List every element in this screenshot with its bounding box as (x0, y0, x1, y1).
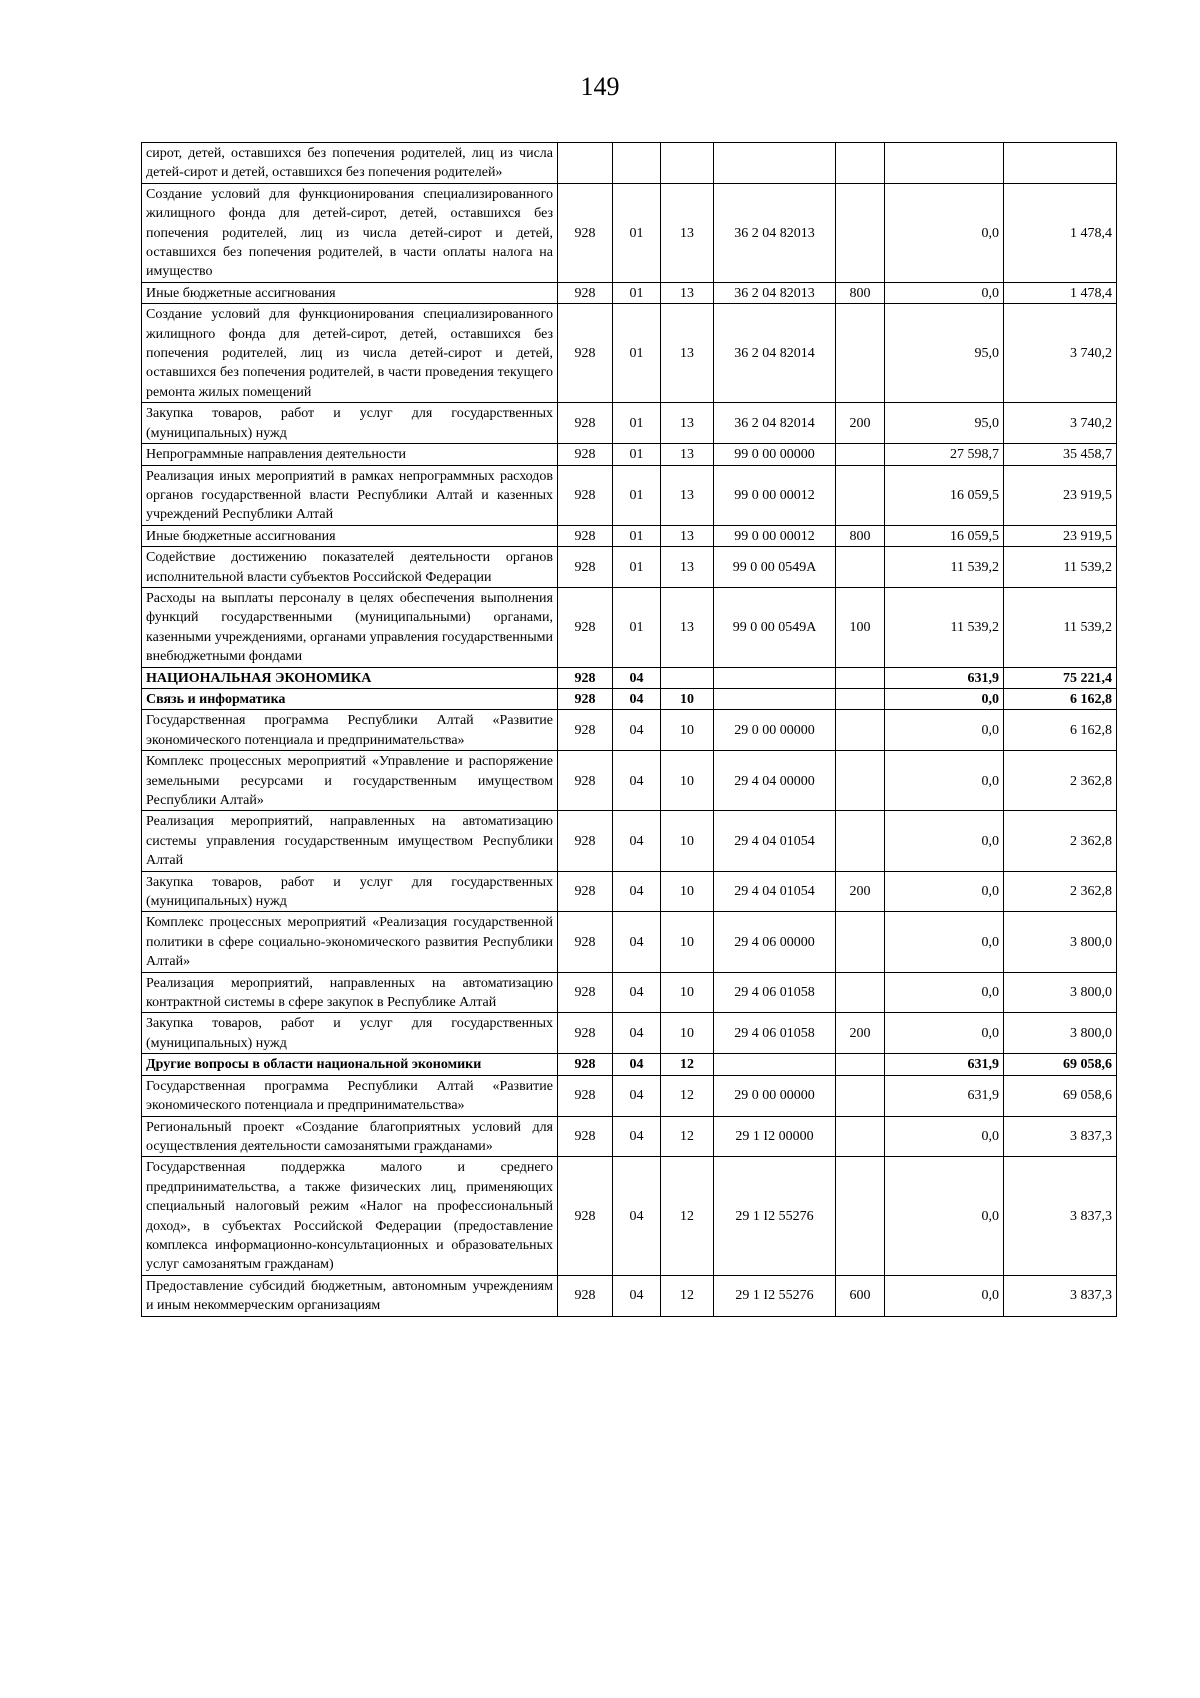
table-cell-sum1: 0,0 (885, 1157, 1004, 1275)
table-cell-name: Создание условий для функционирования специализированного жилищного фонда для детей-сирот, детей, оставшихся без попечения родителей, лиц из числа детей-сирот и детей, оставшихся без попечения родителей, в части оплаты налога на имущество (142, 183, 558, 282)
table-cell-csr: 29 1 I2 55276 (714, 1157, 836, 1275)
table-cell-sum1: 0,0 (885, 710, 1004, 751)
table-row (142, 912, 1117, 972)
table-cell-vr (836, 1116, 885, 1157)
table-cell-sum2: 11 539,2 (1004, 587, 1117, 667)
table-cell-csr (714, 688, 836, 709)
table-cell-csr: 36 2 04 82013 (714, 282, 836, 303)
table-cell-rz: 01 (613, 183, 661, 282)
table-cell-vr (836, 183, 885, 282)
table-cell-csr: 99 0 00 0549А (714, 587, 836, 667)
table-cell-sum2: 1 478,4 (1004, 282, 1117, 303)
table-cell-csr: 29 4 04 01054 (714, 871, 836, 912)
table-cell-vr (836, 465, 885, 525)
table-cell-vr (836, 912, 885, 972)
table-cell-sum2: 69 058,6 (1004, 1075, 1117, 1116)
table-cell-gr: 928 (558, 403, 613, 444)
table-cell-pr: 13 (661, 444, 714, 465)
table-cell-name: Предоставление субсидий бюджетным, автономным учреждениям и иным некоммерческим организациям (142, 1275, 558, 1316)
table-cell-sum1: 0,0 (885, 282, 1004, 303)
table-cell-gr: 928 (558, 751, 613, 811)
table-cell-sum1: 95,0 (885, 304, 1004, 403)
table-row (142, 304, 1117, 403)
table-cell-rz: 01 (613, 587, 661, 667)
table-cell-pr: 13 (661, 304, 714, 403)
table-cell-rz: 01 (613, 547, 661, 588)
table-cell-vr: 200 (836, 403, 885, 444)
table-cell-csr: 99 0 00 00012 (714, 465, 836, 525)
table-row (142, 710, 1117, 751)
table-cell-vr: 800 (836, 282, 885, 303)
table-cell-gr: 928 (558, 871, 613, 912)
table-cell-gr: 928 (558, 688, 613, 709)
table-cell-csr (714, 143, 836, 184)
table-cell-rz: 04 (613, 811, 661, 871)
table-row (142, 587, 1117, 667)
table-cell-sum2: 75 221,4 (1004, 667, 1117, 688)
table-cell-vr (836, 444, 885, 465)
table-cell-vr (836, 667, 885, 688)
table-row (142, 751, 1117, 811)
table-cell-sum1: 0,0 (885, 1275, 1004, 1316)
table-cell-csr: 29 0 00 00000 (714, 710, 836, 751)
table-cell-rz: 04 (613, 871, 661, 912)
table-row (142, 143, 1117, 184)
table-cell-sum2: 3 800,0 (1004, 1013, 1117, 1054)
table-cell-sum1: 0,0 (885, 183, 1004, 282)
table-cell-name: Иные бюджетные ассигнования (142, 525, 558, 546)
table-cell-name: НАЦИОНАЛЬНАЯ ЭКОНОМИКА (142, 667, 558, 688)
table-row (142, 1157, 1117, 1275)
table-cell-sum2: 35 458,7 (1004, 444, 1117, 465)
table-row (142, 403, 1117, 444)
table-cell-csr: 36 2 04 82014 (714, 304, 836, 403)
table-cell-pr: 10 (661, 871, 714, 912)
table-row (142, 1275, 1117, 1316)
table-row (142, 1013, 1117, 1054)
table-cell-csr: 29 4 04 01054 (714, 811, 836, 871)
table-cell-sum1 (885, 143, 1004, 184)
table-cell-vr: 200 (836, 1013, 885, 1054)
table-cell-rz: 04 (613, 1075, 661, 1116)
table-cell-sum2: 6 162,8 (1004, 688, 1117, 709)
table-cell-pr: 13 (661, 525, 714, 546)
table-cell-name: Государственная программа Республики Алтай «Развитие экономического потенциала и предпринимательства» (142, 710, 558, 751)
table-cell-pr: 10 (661, 710, 714, 751)
table-cell-pr: 10 (661, 811, 714, 871)
table-cell-vr (836, 972, 885, 1013)
table-cell-csr: 29 4 06 01058 (714, 1013, 836, 1054)
table-cell-sum2: 3 800,0 (1004, 972, 1117, 1013)
table-row (142, 1075, 1117, 1116)
table-cell-rz: 04 (613, 1275, 661, 1316)
table-cell-name: Содействие достижению показателей деятельности органов исполнительной власти субъектов Российской Федерации (142, 547, 558, 588)
budget-table (141, 142, 1117, 1317)
table-cell-pr: 12 (661, 1275, 714, 1316)
table-cell-name: Комплекс процессных мероприятий «Реализация государственной политики в сфере социально-экономического развития Республики Алтай» (142, 912, 558, 972)
table-cell-pr: 13 (661, 587, 714, 667)
table-cell-name: Региональный проект «Создание благоприятных условий для осуществления деятельности самозанятыми гражданами» (142, 1116, 558, 1157)
table-cell-sum1: 0,0 (885, 1013, 1004, 1054)
table-cell-gr: 928 (558, 667, 613, 688)
table-cell-vr (836, 751, 885, 811)
table-row (142, 871, 1117, 912)
table-cell-sum2: 69 058,6 (1004, 1054, 1117, 1075)
table-cell-gr: 928 (558, 1116, 613, 1157)
table-cell-rz: 01 (613, 403, 661, 444)
table-row (142, 525, 1117, 546)
table-row (142, 811, 1117, 871)
table-cell-gr: 928 (558, 1275, 613, 1316)
table-cell-sum1: 16 059,5 (885, 465, 1004, 525)
table-cell-vr (836, 1054, 885, 1075)
table-cell-rz: 04 (613, 688, 661, 709)
table-cell-sum1: 11 539,2 (885, 547, 1004, 588)
table-cell-rz: 01 (613, 444, 661, 465)
table-cell-sum2: 3 837,3 (1004, 1116, 1117, 1157)
table-cell-sum1: 0,0 (885, 811, 1004, 871)
table-cell-vr: 800 (836, 525, 885, 546)
table-cell-pr (661, 143, 714, 184)
table-cell-csr: 29 0 00 00000 (714, 1075, 836, 1116)
table-cell-name: Связь и информатика (142, 688, 558, 709)
table-cell-sum2: 2 362,8 (1004, 871, 1117, 912)
table-cell-csr: 29 4 04 00000 (714, 751, 836, 811)
table-cell-gr: 928 (558, 304, 613, 403)
table-cell-vr: 100 (836, 587, 885, 667)
table-cell-sum1: 631,9 (885, 1075, 1004, 1116)
table-cell-gr: 928 (558, 444, 613, 465)
table-cell-pr: 13 (661, 547, 714, 588)
table-cell-name: Создание условий для функционирования специализированного жилищного фонда для детей-сирот, детей, оставшихся без попечения родителей, лиц из числа детей-сирот и детей, оставшихся без попечения родителей, в части проведения текущего ремонта жилых помещений (142, 304, 558, 403)
table-cell-name: Расходы на выплаты персоналу в целях обеспечения выполнения функций государственными (муниципальными) органами, казенными учреждениями, органами управления государственными внебюджетными фондами (142, 587, 558, 667)
table-cell-sum2: 3 837,3 (1004, 1157, 1117, 1275)
table-cell-csr: 36 2 04 82014 (714, 403, 836, 444)
table-cell-name: Иные бюджетные ассигнования (142, 282, 558, 303)
table-cell-sum1: 0,0 (885, 1116, 1004, 1157)
table-cell-name: Непрограммные направления деятельности (142, 444, 558, 465)
table-cell-csr: 29 1 I2 00000 (714, 1116, 836, 1157)
table-cell-name: сирот, детей, оставшихся без попечения родителей, лиц из числа детей-сирот и детей, оставшихся без попечения родителей» (142, 143, 558, 184)
table-cell-csr: 29 1 I2 55276 (714, 1275, 836, 1316)
table-cell-vr: 200 (836, 871, 885, 912)
table-cell-rz: 04 (613, 1116, 661, 1157)
table-cell-sum2: 23 919,5 (1004, 465, 1117, 525)
table-cell-rz: 04 (613, 1013, 661, 1054)
table-cell-rz: 04 (613, 912, 661, 972)
table-cell-pr: 12 (661, 1054, 714, 1075)
table-cell-sum1: 631,9 (885, 667, 1004, 688)
table-cell-rz: 04 (613, 751, 661, 811)
table-cell-sum1: 0,0 (885, 912, 1004, 972)
table-cell-gr: 928 (558, 547, 613, 588)
table-row (142, 1116, 1117, 1157)
table-cell-sum1: 27 598,7 (885, 444, 1004, 465)
table-cell-pr: 13 (661, 183, 714, 282)
table-cell-vr (836, 811, 885, 871)
table-cell-sum1: 0,0 (885, 972, 1004, 1013)
table-cell-sum1: 631,9 (885, 1054, 1004, 1075)
table-cell-name: Закупка товаров, работ и услуг для государственных (муниципальных) нужд (142, 403, 558, 444)
table-cell-vr (836, 547, 885, 588)
table-cell-rz: 04 (613, 1157, 661, 1275)
table-cell-gr: 928 (558, 1075, 613, 1116)
table-cell-rz: 01 (613, 282, 661, 303)
table-cell-gr: 928 (558, 912, 613, 972)
table-cell-csr (714, 1054, 836, 1075)
table-cell-csr: 99 0 00 00012 (714, 525, 836, 546)
table-cell-sum1: 0,0 (885, 871, 1004, 912)
table-cell-pr: 10 (661, 972, 714, 1013)
table-cell-gr: 928 (558, 1157, 613, 1275)
table-cell-gr: 928 (558, 710, 613, 751)
table-cell-name: Государственная программа Республики Алтай «Развитие экономического потенциала и предпринимательства» (142, 1075, 558, 1116)
table-cell-pr: 12 (661, 1116, 714, 1157)
table-cell-sum2: 1 478,4 (1004, 183, 1117, 282)
table-cell-name: Реализация мероприятий, направленных на автоматизацию системы управления государственным имуществом Республики Алтай (142, 811, 558, 871)
table-cell-vr (836, 688, 885, 709)
table-cell-csr: 29 4 06 01058 (714, 972, 836, 1013)
table-cell-rz: 01 (613, 304, 661, 403)
table-cell-rz: 04 (613, 972, 661, 1013)
table-row (142, 667, 1117, 688)
table-cell-sum2: 3 740,2 (1004, 403, 1117, 444)
table-row (142, 444, 1117, 465)
table-row (142, 688, 1117, 709)
table-cell-name: Реализация иных мероприятий в рамках непрограммных расходов органов государственной власти Республики Алтай и казенных учреждений Республики Алтай (142, 465, 558, 525)
table-cell-gr: 928 (558, 1054, 613, 1075)
table-cell-csr (714, 667, 836, 688)
table-cell-pr: 10 (661, 912, 714, 972)
table-cell-rz: 04 (613, 710, 661, 751)
table-cell-csr: 99 0 00 0549А (714, 547, 836, 588)
table-cell-vr (836, 1157, 885, 1275)
table-row (142, 282, 1117, 303)
table-cell-pr: 13 (661, 465, 714, 525)
table-cell-gr: 928 (558, 972, 613, 1013)
table-cell-gr (558, 143, 613, 184)
table-cell-rz: 01 (613, 465, 661, 525)
table-row (142, 1054, 1117, 1075)
table-cell-rz: 01 (613, 525, 661, 546)
table-cell-sum2: 23 919,5 (1004, 525, 1117, 546)
table-cell-sum2: 3 740,2 (1004, 304, 1117, 403)
table-cell-pr: 10 (661, 1013, 714, 1054)
table-cell-gr: 928 (558, 1013, 613, 1054)
table-cell-rz: 04 (613, 1054, 661, 1075)
table-cell-sum1: 0,0 (885, 688, 1004, 709)
table-cell-pr: 13 (661, 282, 714, 303)
table-cell-sum1: 95,0 (885, 403, 1004, 444)
table-cell-vr (836, 143, 885, 184)
table-cell-sum2: 3 800,0 (1004, 912, 1117, 972)
table-row (142, 465, 1117, 525)
table-cell-vr: 600 (836, 1275, 885, 1316)
table-cell-sum2: 2 362,8 (1004, 751, 1117, 811)
table-cell-sum1: 16 059,5 (885, 525, 1004, 546)
table-cell-gr: 928 (558, 811, 613, 871)
table-cell-gr: 928 (558, 587, 613, 667)
table-cell-sum1: 11 539,2 (885, 587, 1004, 667)
table-cell-vr (836, 1075, 885, 1116)
table-row (142, 183, 1117, 282)
table-cell-name: Государственная поддержка малого и среднего предпринимательства, а также физических лиц, применяющих специальный налоговый режим «Налог на профессиональный доход», в субъектах Российской Федерации (предоставление комплекса информационно-консультационных и образовательных услуг самозанятым гражданам) (142, 1157, 558, 1275)
table-row (142, 972, 1117, 1013)
table-cell-csr: 99 0 00 00000 (714, 444, 836, 465)
table-cell-name: Реализация мероприятий, направленных на автоматизацию контрактной системы в сфере закупок в Республике Алтай (142, 972, 558, 1013)
budget-table-body (142, 143, 1117, 1317)
table-cell-sum2 (1004, 143, 1117, 184)
table-cell-gr: 928 (558, 282, 613, 303)
table-cell-name: Комплекс процессных мероприятий «Управление и распоряжение земельными ресурсами и государственным имуществом Республики Алтай» (142, 751, 558, 811)
table-cell-sum1: 0,0 (885, 751, 1004, 811)
table-cell-vr (836, 710, 885, 751)
table-cell-name: Закупка товаров, работ и услуг для государственных (муниципальных) нужд (142, 871, 558, 912)
table-cell-csr: 36 2 04 82013 (714, 183, 836, 282)
table-cell-sum2: 3 837,3 (1004, 1275, 1117, 1316)
table-row (142, 547, 1117, 588)
table-cell-pr: 13 (661, 403, 714, 444)
table-cell-pr: 10 (661, 751, 714, 811)
table-cell-sum2: 2 362,8 (1004, 811, 1117, 871)
table-cell-pr (661, 667, 714, 688)
table-cell-gr: 928 (558, 183, 613, 282)
table-cell-csr: 29 4 06 00000 (714, 912, 836, 972)
table-cell-gr: 928 (558, 465, 613, 525)
table-cell-pr: 12 (661, 1157, 714, 1275)
table-cell-name: Закупка товаров, работ и услуг для государственных (муниципальных) нужд (142, 1013, 558, 1054)
page-number: 149 (580, 72, 620, 101)
table-cell-sum2: 11 539,2 (1004, 547, 1117, 588)
table-cell-pr: 12 (661, 1075, 714, 1116)
table-cell-pr: 10 (661, 688, 714, 709)
table-cell-rz: 04 (613, 667, 661, 688)
table-cell-sum2: 6 162,8 (1004, 710, 1117, 751)
table-cell-rz (613, 143, 661, 184)
table-cell-gr: 928 (558, 525, 613, 546)
table-cell-vr (836, 304, 885, 403)
table-cell-name: Другие вопросы в области национальной экономики (142, 1054, 558, 1075)
